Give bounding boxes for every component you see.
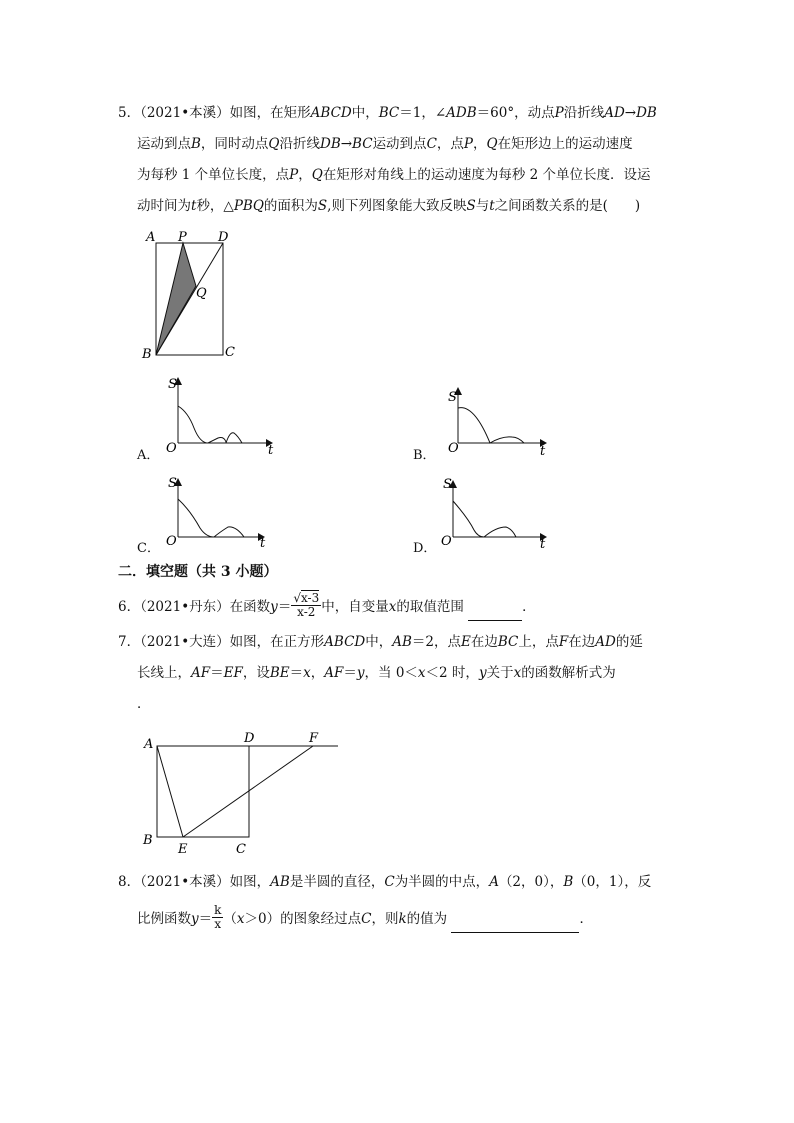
radical-sign: √: [293, 591, 301, 605]
q7-text: x: [303, 665, 311, 681]
fraction-denominator: x-2: [297, 605, 316, 619]
q8-source: （2021•本溪）: [140, 874, 230, 890]
q7-text: AD: [595, 634, 616, 650]
label-o: O: [166, 441, 177, 456]
q5-text: ，点: [436, 136, 464, 152]
q7-text: AB: [392, 634, 412, 650]
q7-text: 在边: [470, 634, 498, 650]
q7-text: 关于: [486, 665, 514, 681]
q7-text: E: [461, 634, 471, 650]
q5-text: BC: [378, 105, 400, 121]
q5-text: 秒，△: [196, 198, 234, 214]
q6-text: 中，自变量: [321, 599, 389, 615]
q6-text: 在函数: [229, 599, 271, 615]
q5-text: 在矩形边上的运动速度: [497, 136, 633, 152]
radicand: x-3: [300, 591, 320, 605]
q8-text: AB: [270, 874, 290, 890]
q5-text: 的面积为: [263, 198, 318, 214]
label-c: C: [225, 345, 235, 360]
q5-text: 为每秒 1 个单位长度，点: [137, 167, 290, 183]
q7-text: F: [558, 634, 569, 650]
label-s: S: [168, 377, 177, 392]
q7-text: 的函数解析式为: [521, 665, 616, 681]
q5-text: ，: [298, 167, 312, 183]
q5-text: ,则下列图象能大致反映: [327, 198, 467, 214]
q7-text: ABCD: [324, 634, 366, 650]
q8-text: C: [384, 874, 395, 890]
q7-text: 在边: [568, 634, 596, 650]
q5-text: Q: [268, 136, 280, 152]
q7-text: 中，: [365, 634, 393, 650]
fraction-denominator: x: [214, 917, 222, 931]
q7-number: 7．: [118, 634, 141, 650]
q5-number: 5．: [118, 105, 141, 121]
q7-text: ＝2，点: [411, 634, 462, 650]
q5-text: 与: [475, 198, 490, 214]
q7-text: BC: [497, 634, 519, 650]
q8-text: k: [398, 911, 407, 927]
q5-text: 沿折线: [279, 136, 320, 152]
q5-text: 运动到点: [137, 136, 191, 152]
q6-text: ．: [522, 599, 536, 615]
q8-text: C: [361, 911, 372, 927]
label-f: F: [309, 731, 319, 746]
q5-text: AD→DB: [604, 105, 657, 121]
q6-text: ＝: [277, 599, 292, 615]
q5-text: Q: [486, 136, 498, 152]
q7-text: EF: [223, 665, 243, 681]
q7-text: y: [356, 665, 365, 681]
label-t: t: [540, 444, 546, 459]
q6-number: 6．: [118, 599, 141, 615]
q5-text: t: [191, 198, 197, 214]
q5-text: ，: [473, 136, 487, 152]
q5-text: DB→BC: [320, 136, 373, 152]
q5-text: B: [191, 136, 201, 152]
q8-text: 如图，: [229, 874, 271, 890]
q7-text: ，当 0＜: [364, 665, 418, 681]
label-s: S: [448, 390, 457, 405]
q7-text: y: [478, 665, 487, 681]
q7-text: ＜2 时，: [425, 665, 479, 681]
q5-text: 运动到点: [372, 136, 427, 152]
q7-text: ＝: [343, 665, 357, 681]
q5-source: （2021•本溪）: [140, 105, 230, 121]
q5-text: 在矩形对角线上的运动速度为每秒 2 个单位长度．设运: [322, 167, 651, 183]
q8-text: （: [223, 911, 237, 927]
label-p: P: [178, 230, 187, 245]
label-a: A: [144, 737, 154, 752]
q5-text: PBQ: [233, 198, 264, 214]
label-b: B: [143, 833, 153, 848]
q6-text: 的取值范围: [396, 599, 464, 615]
q6-text: y: [270, 599, 278, 615]
q8-text: A: [489, 874, 499, 890]
q5-text: Q: [311, 167, 323, 183]
q7-text: 长线上，: [137, 665, 191, 681]
option-c-label: C．: [137, 541, 160, 556]
q8-text: 的值为: [406, 911, 448, 927]
label-t: t: [540, 537, 546, 552]
q8-text: （0，1），反: [573, 874, 652, 890]
q5-text: ADB: [446, 105, 477, 121]
q8-text: 比例函数: [137, 911, 191, 927]
q5-text: t: [489, 198, 495, 214]
q5-text: C: [426, 136, 437, 152]
q5-text: P: [463, 136, 473, 152]
q8-line-2: [137, 903, 593, 933]
fraction-numerator: k: [214, 903, 222, 917]
q8-text: ＝: [198, 911, 213, 927]
label-d: D: [244, 731, 255, 746]
section-title: 二．填空题（共 3 小题）: [118, 564, 278, 580]
q7-text: x: [417, 665, 426, 681]
q8-text: x: [236, 911, 245, 927]
q5-text: ABCD: [310, 105, 352, 121]
q5-text: 动时间为: [137, 198, 191, 214]
q8-text: ，则: [371, 911, 399, 927]
q8-text: （2，0），: [498, 874, 564, 890]
q8-answer-blank[interactable]: [451, 918, 579, 933]
q8-text: ．: [579, 911, 593, 927]
q5-text: 中，: [351, 105, 379, 121]
label-o: O: [166, 534, 177, 549]
q7-text: BE: [269, 665, 290, 681]
q6-source: （2021•丹东）: [140, 599, 230, 615]
segment-ef: [183, 746, 313, 837]
q7-text: x: [513, 665, 522, 681]
q7-line-3: ．: [137, 696, 151, 712]
q6-text: x: [388, 599, 397, 615]
option-b-label: B．: [413, 448, 436, 463]
q5-text: P: [554, 105, 564, 121]
q8-text: ＞0）的图象经过点: [244, 911, 362, 927]
q7-text: 的延: [615, 634, 643, 650]
q5-text: ，同时动点: [200, 136, 269, 152]
q7-text: ＝: [289, 665, 304, 681]
label-t: t: [260, 536, 266, 551]
segment-ae: [157, 746, 183, 837]
q7-source: （2021•大连）: [140, 634, 230, 650]
q7-text: ＝: [210, 665, 224, 681]
q5-text: 之间函数关系的是( ): [494, 198, 641, 214]
q8-text: 是半圆的直径，: [289, 874, 385, 890]
q8-fraction: [212, 904, 223, 931]
q7-text: ，: [310, 665, 325, 681]
label-a: A: [146, 230, 156, 245]
label-o: O: [441, 534, 452, 549]
q5-text: S: [317, 198, 328, 214]
option-d-label: D．: [413, 541, 437, 556]
label-c: C: [236, 842, 246, 857]
q7-text: ，设: [242, 665, 270, 681]
label-s: S: [443, 477, 452, 492]
label-e: E: [178, 842, 188, 857]
option-a-label: A．: [137, 448, 160, 463]
label-s: S: [168, 476, 177, 491]
q5-text: 沿折线: [563, 105, 605, 121]
q8-text: 为半圆的中点，: [394, 874, 490, 890]
q7-text: AF: [191, 665, 211, 681]
q7-text: AF: [324, 665, 344, 681]
q8-text: B: [563, 874, 574, 890]
q5-text: ＝60°，动点: [476, 105, 555, 121]
q5-text: P: [289, 167, 299, 183]
q5-text: ＝1，∠: [399, 105, 447, 121]
q8-number: 8．: [118, 874, 141, 890]
label-d: D: [218, 230, 229, 245]
label-q: Q: [196, 286, 207, 301]
q5-text: S: [466, 198, 476, 214]
q7-text: 上，点: [518, 634, 559, 650]
label-b: B: [142, 347, 152, 362]
q5-text: 如图，在矩形: [229, 105, 311, 121]
q7-text: 如图，在正方形: [229, 634, 325, 650]
q8-text: y: [191, 911, 199, 927]
label-t: t: [268, 443, 274, 458]
label-o: O: [448, 441, 459, 456]
q8-line-1: [118, 872, 651, 892]
